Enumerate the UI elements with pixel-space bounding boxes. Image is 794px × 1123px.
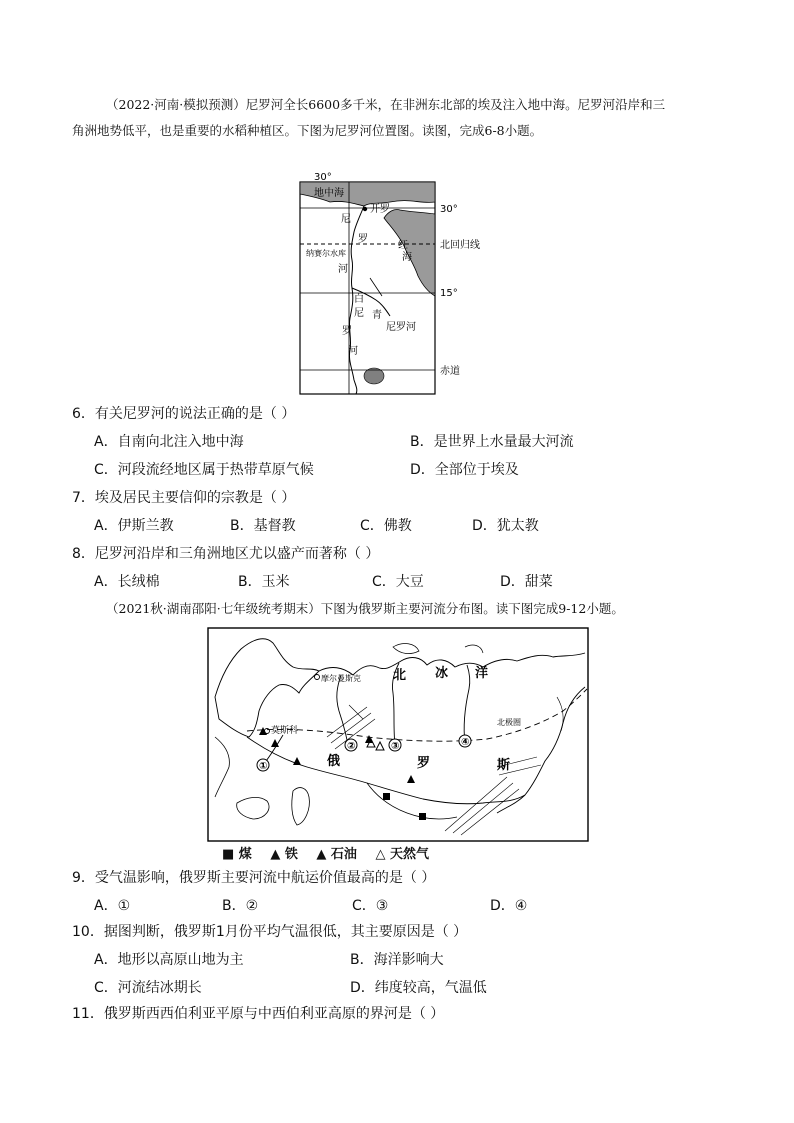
q7-option-c: C．佛教 bbox=[360, 518, 412, 534]
blue-nile-char: 青 bbox=[372, 310, 382, 321]
legend-gas: △ 天然气 bbox=[375, 847, 429, 862]
question-8-stem: 8．尼罗河沿岸和三角洲地区尤以盛产而著称（ ） bbox=[72, 546, 380, 562]
nile-lat-15-label: 15° bbox=[440, 288, 458, 299]
arctic-ocean-char-3: 洋 bbox=[475, 666, 489, 681]
intro-paragraph-2: （2021秋·湖南邵阳·七年级统考期末）下图为俄罗斯主要河流分布图。读下图完成9-12小题。 bbox=[106, 601, 624, 616]
q6-option-d: D．全部位于埃及 bbox=[410, 462, 519, 478]
q10-option-b: B．海洋影响大 bbox=[350, 952, 444, 968]
q8-option-a: A．长绒棉 bbox=[94, 574, 160, 590]
q6-option-c: C．河段流经地区属于热带草原气候 bbox=[94, 462, 314, 478]
q9-option-b: B．② bbox=[222, 898, 259, 914]
q7-option-d: D．犹太教 bbox=[472, 518, 539, 534]
moscow-label: 莫斯科 bbox=[271, 726, 299, 736]
white-nile-char-2: 尼 bbox=[354, 308, 364, 319]
tropic-of-cancer-label: 北回归线 bbox=[440, 240, 480, 251]
question-11-stem: 11．俄罗斯西西伯利亚平原与中西伯利亚高原的界河是（ ） bbox=[72, 1006, 445, 1022]
russia-char-3: 斯 bbox=[497, 758, 511, 773]
question-9-stem: 9．受气温影响，俄罗斯主要河流中航运价值最高的是（ ） bbox=[72, 870, 436, 886]
nile-location-map bbox=[290, 168, 500, 398]
russia-marker-1: ① bbox=[259, 761, 268, 772]
russia-marker-3: ③ bbox=[391, 741, 400, 752]
q7-option-b: B．基督教 bbox=[230, 518, 296, 534]
red-sea-char-2: 海 bbox=[402, 252, 412, 263]
legend-iron: ▲ 铁 bbox=[270, 847, 298, 862]
russia-marker-2: ② bbox=[347, 741, 356, 752]
murmansk-label: 摩尔曼斯克 bbox=[321, 674, 361, 683]
nile-char-3: 河 bbox=[338, 264, 348, 275]
russia-char-2: 罗 bbox=[417, 756, 431, 771]
q9-option-a: A．① bbox=[94, 898, 131, 914]
legend-coal: ■ 煤 bbox=[222, 847, 252, 862]
q7-option-a: A．伊斯兰教 bbox=[94, 518, 174, 534]
russia-char-1: 俄 bbox=[327, 754, 341, 769]
q9-option-c: C．③ bbox=[352, 898, 389, 914]
russia-rivers-map bbox=[207, 627, 589, 843]
q10-option-d: D．纬度较高，气温低 bbox=[350, 980, 487, 996]
legend-oil: ▲ 石油 bbox=[316, 847, 357, 862]
nile-lat-30-label: 30° bbox=[440, 204, 458, 215]
equator-label: 赤道 bbox=[440, 366, 460, 377]
question-6-stem: 6．有关尼罗河的说法正确的是（ ） bbox=[72, 406, 296, 422]
arctic-ocean-char-1: 北 bbox=[393, 668, 407, 683]
russia-map-legend bbox=[222, 843, 443, 862]
question-10-stem: 10．据图判断，俄罗斯1月份平均气温很低，其主要原因是（ ） bbox=[72, 924, 468, 940]
nile-char-2: 罗 bbox=[358, 234, 368, 245]
lake-nasser-label: 纳赛尔水库 bbox=[306, 249, 346, 258]
q9-option-d: D．④ bbox=[490, 898, 528, 914]
q8-option-b: B．玉米 bbox=[238, 574, 290, 590]
arctic-circle-label: 北极圈 bbox=[497, 718, 521, 727]
red-sea-char-1: 红 bbox=[398, 240, 408, 251]
q6-option-b: B．是世界上水量最大河流 bbox=[410, 434, 574, 450]
q10-option-a: A．地形以高原山地为主 bbox=[94, 952, 244, 968]
russia-marker-4: ④ bbox=[461, 737, 470, 748]
question-7-stem: 7．埃及居民主要信仰的宗教是（ ） bbox=[72, 490, 296, 506]
white-nile-char-4: 河 bbox=[348, 346, 358, 357]
mediterranean-label: 地中海 bbox=[314, 188, 344, 199]
blue-nile-label: 尼罗河 bbox=[386, 322, 416, 333]
cairo-label: 开罗 bbox=[370, 204, 390, 215]
intro-line-2: 角洲地势低平，也是重要的水稻种植区。下图为尼罗河位置图。读图，完成6-8小题。 bbox=[72, 123, 543, 138]
intro-line-1: （2022·河南·模拟预测）尼罗河全长6600多千米，在非洲东北部的埃及注入地中海。尼罗河沿岸和三 bbox=[106, 97, 666, 112]
q8-option-d: D．甜菜 bbox=[500, 574, 553, 590]
white-nile-char-3: 罗 bbox=[342, 326, 352, 337]
q10-option-c: C．河流结冰期长 bbox=[94, 980, 202, 996]
nile-lon-30-label: 30° bbox=[314, 172, 332, 183]
arctic-ocean-char-2: 冰 bbox=[435, 666, 449, 681]
q8-option-c: C．大豆 bbox=[372, 574, 424, 590]
intro-paragraph-1 bbox=[72, 92, 722, 144]
q6-option-a: A．自南向北注入地中海 bbox=[94, 434, 244, 450]
white-nile-char-1: 白 bbox=[354, 294, 364, 305]
nile-char-1: 尼 bbox=[341, 214, 351, 225]
